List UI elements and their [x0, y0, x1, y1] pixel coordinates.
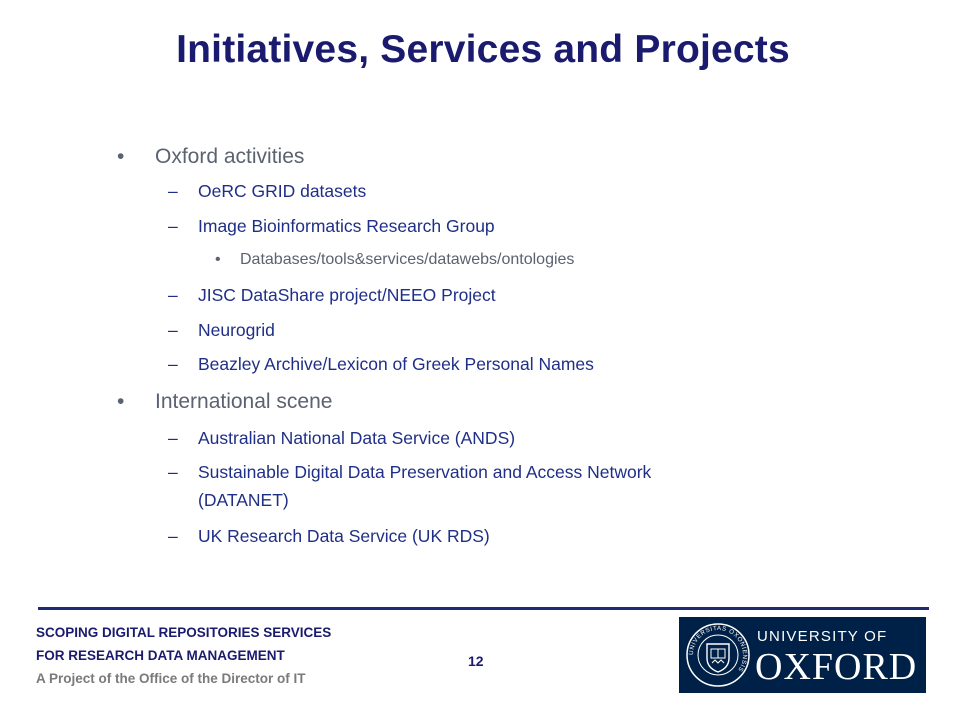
- seal-text: UNIVERSITAS OXONIENSIS: [687, 624, 749, 673]
- bullet-text: Sustainable Digital Data Preservation and Access Network: [198, 462, 652, 482]
- bullet-continuation: [198, 490, 289, 511]
- bullet-mark: –: [168, 320, 178, 340]
- bullet-text: Databases/tools&services/datawebs/ontologies: [240, 251, 575, 268]
- bullet-text: International scene: [155, 390, 333, 413]
- bullet-mark: –: [168, 285, 178, 305]
- footer-line-1: SCOPING DIGITAL REPOSITORIES SERVICES: [36, 625, 332, 640]
- footer-line-2: FOR RESEARCH DATA MANAGEMENT: [36, 648, 285, 663]
- bullet-mark: –: [168, 216, 178, 236]
- bullet-text: Neurogrid: [198, 320, 275, 340]
- footer-rule: [38, 607, 929, 610]
- page-number: 12: [468, 653, 484, 669]
- page-title: Initiatives, Services and Projects: [176, 28, 790, 71]
- bullet-level3: [215, 251, 575, 269]
- bullet-mark: –: [168, 354, 178, 374]
- oxford-logo: [679, 617, 926, 693]
- bullet-level1: [117, 390, 333, 414]
- bullet-mark: –: [168, 428, 178, 448]
- bullet-mark: –: [168, 462, 178, 482]
- bullet-mark: •: [117, 390, 125, 413]
- bullet-level2: [168, 285, 496, 306]
- oxford-seal-icon: [685, 622, 751, 688]
- bullet-text: Oxford activities: [155, 145, 305, 168]
- bullet-mark: –: [168, 526, 178, 546]
- bullet-mark: •: [215, 251, 221, 268]
- bullet-level2: [168, 462, 652, 483]
- bullet-level2: [168, 216, 495, 237]
- bullet-level2: [168, 320, 275, 341]
- bullet-text: (DATANET): [198, 490, 289, 510]
- bullet-text: Australian National Data Service (ANDS): [198, 428, 516, 448]
- bullet-level2: [168, 526, 490, 547]
- bullet-level2: [168, 181, 367, 202]
- bullet-mark: •: [117, 145, 125, 168]
- bullet-text: OeRC GRID datasets: [198, 181, 367, 201]
- footer-line-3: A Project of the Office of the Director of IT: [36, 671, 306, 686]
- bullet-text: JISC DataShare project/NEEO Project: [198, 285, 496, 305]
- bullet-level2: [168, 354, 594, 375]
- bullet-mark: –: [168, 181, 178, 201]
- bullet-text: UK Research Data Service (UK RDS): [198, 526, 490, 546]
- bullet-text: Image Bioinformatics Research Group: [198, 216, 495, 236]
- logo-oxford: OXFORD: [755, 646, 918, 688]
- logo-university-of: UNIVERSITY OF: [757, 628, 888, 645]
- bullet-level2: [168, 428, 516, 449]
- bullet-text: Beazley Archive/Lexicon of Greek Personal Names: [198, 354, 594, 374]
- bullet-level1: [117, 145, 305, 169]
